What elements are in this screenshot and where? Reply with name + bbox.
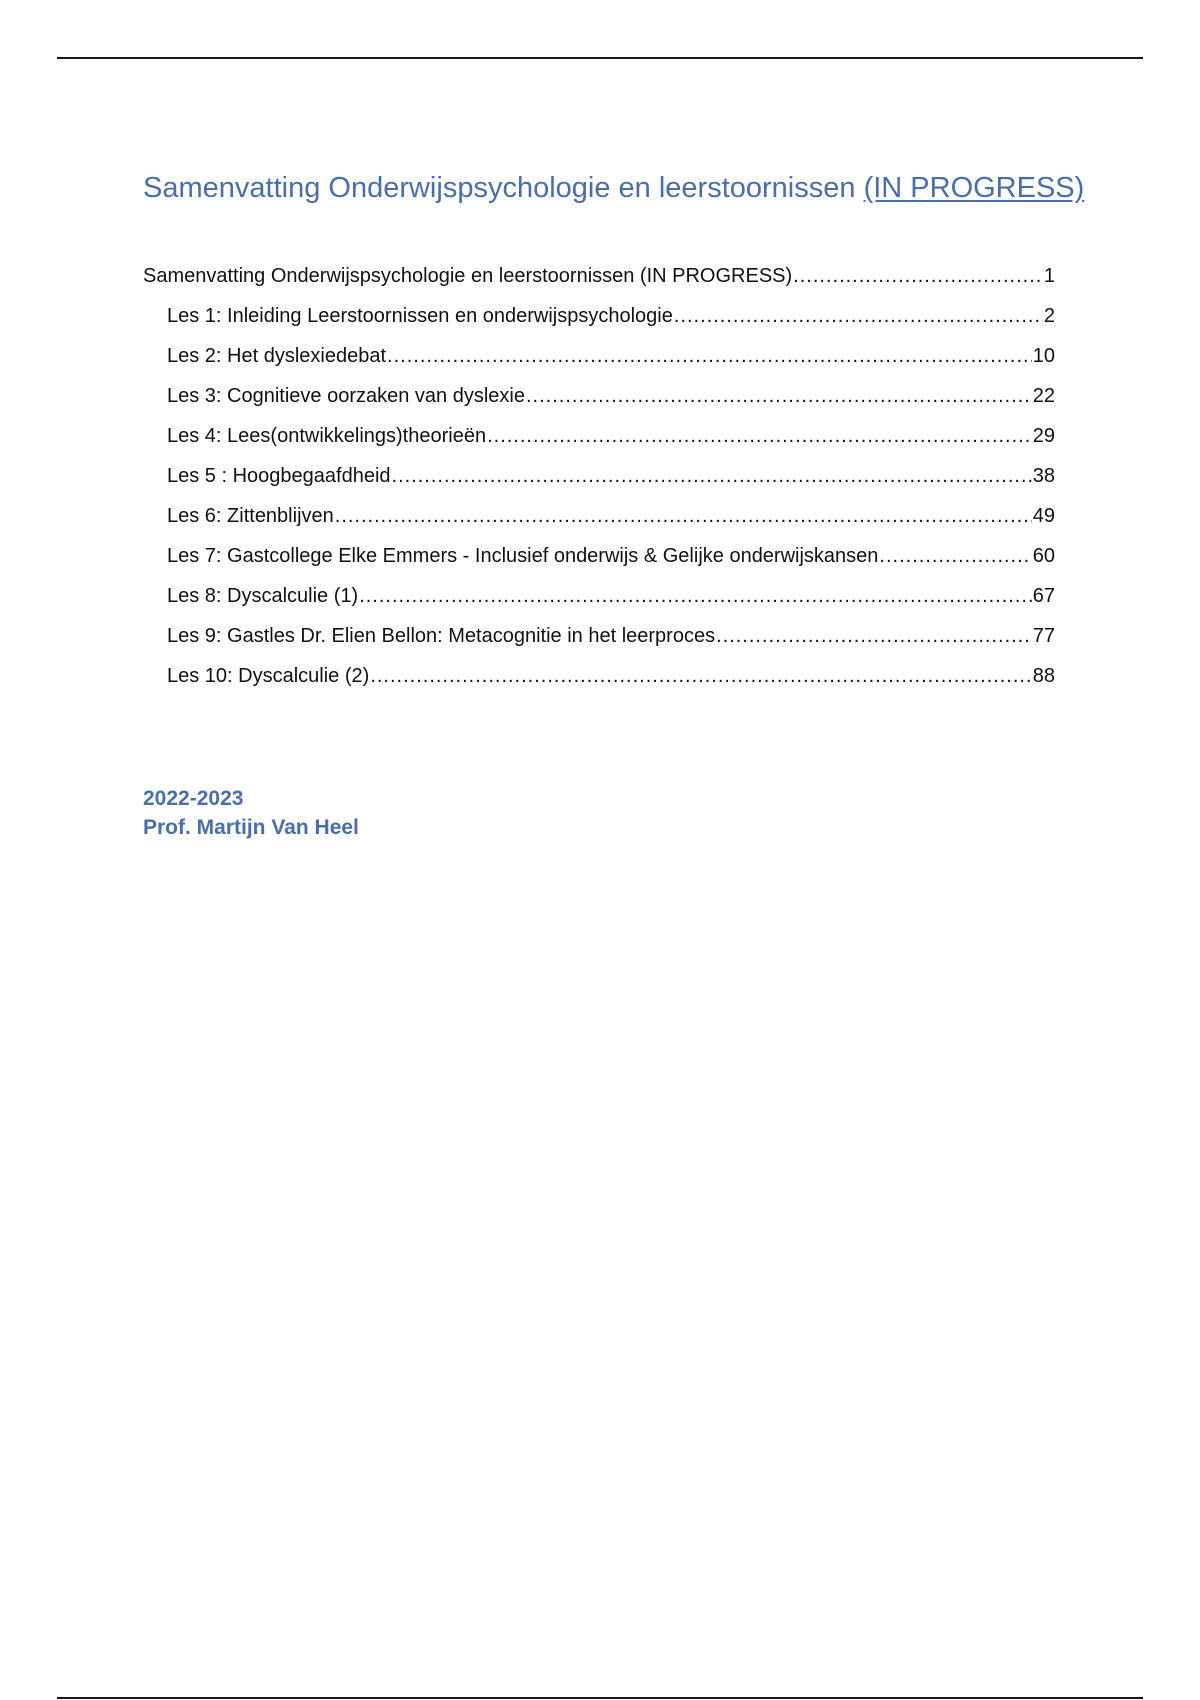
toc-entry[interactable] (143, 462, 1055, 502)
toc-entry[interactable] (143, 342, 1055, 382)
header-rule (57, 57, 1143, 59)
toc-entry[interactable] (143, 662, 1055, 702)
toc-entry-label: Les 4: Lees(ontwikkelings)theorieën (167, 425, 487, 447)
toc-entry-page: 10 (1032, 345, 1055, 367)
toc-entry-page: 60 (1032, 545, 1055, 567)
toc-leader-dots (487, 422, 1032, 450)
toc-entry-page: 22 (1032, 385, 1055, 407)
toc-entry-label: Les 1: Inleiding Leerstoornissen en onderwijspsychologie (167, 305, 673, 327)
toc-entry[interactable] (143, 582, 1055, 622)
toc-entry-label: Les 9: Gastles Dr. Elien Bellon: Metacognitie in het leerproces (167, 625, 716, 647)
toc-entry-page: 1 (1043, 265, 1055, 287)
toc-entry-page: 49 (1032, 505, 1055, 527)
toc-entry-label: Les 7: Gastcollege Elke Emmers - Inclusief onderwijs & Gelijke onderwijskansen (167, 545, 879, 567)
toc-entry[interactable] (143, 262, 1055, 302)
toc-leader-dots (335, 502, 1032, 530)
document-title-suffix: (IN PROGRESS) (863, 172, 1085, 204)
toc-leader-dots (526, 382, 1032, 410)
toc-entry-page: 2 (1043, 305, 1055, 327)
toc-entry[interactable] (143, 302, 1055, 342)
toc-entry-page: 38 (1032, 465, 1055, 487)
toc-leader-dots (793, 262, 1043, 290)
toc-leader-dots (716, 622, 1032, 650)
toc-entry-label: Les 8: Dyscalculie (1) (167, 585, 359, 607)
academic-year: 2022-2023 (143, 787, 244, 810)
toc-entry[interactable] (143, 382, 1055, 422)
toc-entry-label: Les 5 : Hoogbegaafdheid (167, 465, 391, 487)
toc-entry-page: 67 (1032, 585, 1055, 607)
toc-entry-label: Les 10: Dyscalculie (2) (167, 665, 370, 687)
professor-name: Prof. Martijn Van Heel (143, 816, 359, 839)
toc-entry-page: 88 (1032, 665, 1055, 687)
toc-entry-label: Les 6: Zittenblijven (167, 505, 334, 527)
toc-leader-dots (370, 662, 1031, 690)
toc-entry-label: Les 2: Het dyslexiedebat (167, 345, 387, 367)
footer-rule (57, 1697, 1143, 1699)
toc-entry[interactable] (143, 502, 1055, 542)
document-meta (143, 784, 359, 842)
toc-entry[interactable] (143, 422, 1055, 462)
toc-leader-dots (879, 542, 1031, 570)
document-title-main: Samenvatting Onderwijspsychologie en leerstoornissen (143, 172, 856, 204)
toc-leader-dots (387, 342, 1032, 370)
toc-entry-label: Samenvatting Onderwijspsychologie en leerstoornissen (IN PROGRESS) (143, 265, 793, 287)
table-of-contents (143, 262, 1055, 702)
toc-leader-dots (359, 582, 1032, 610)
toc-entry[interactable] (143, 622, 1055, 662)
toc-entry-page: 29 (1032, 425, 1055, 447)
toc-leader-dots (392, 462, 1032, 490)
toc-entry-label: Les 3: Cognitieve oorzaken van dyslexie (167, 385, 525, 407)
toc-entry-page: 77 (1032, 625, 1055, 647)
toc-leader-dots (674, 302, 1043, 330)
toc-entry[interactable] (143, 542, 1055, 582)
document-title (143, 166, 1093, 210)
